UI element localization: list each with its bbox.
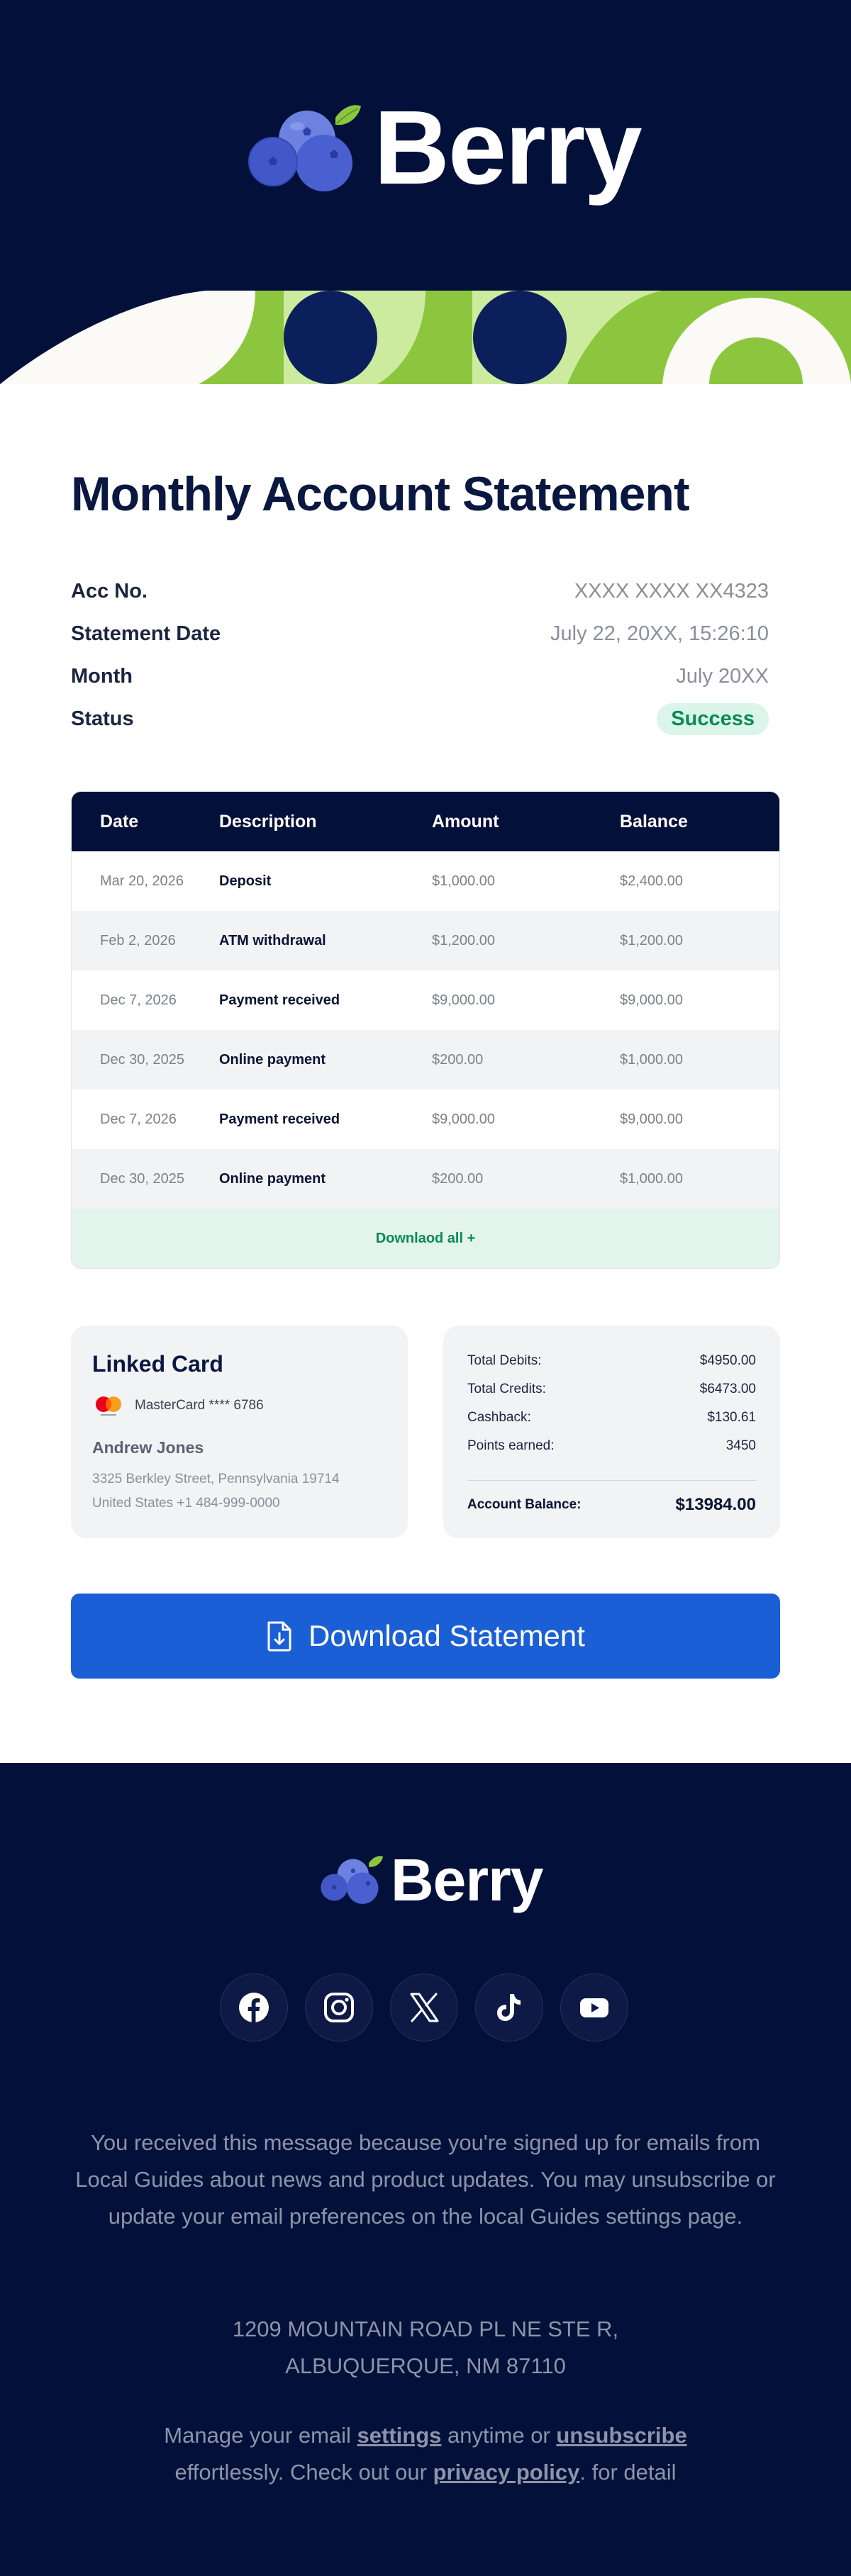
meta-row-date <box>71 612 769 655</box>
facebook-link[interactable] <box>220 1973 288 2042</box>
header-hero <box>0 0 851 384</box>
settings-link[interactable]: settings <box>357 2423 442 2448</box>
youtube-icon <box>578 1991 611 2024</box>
meta-label: Status <box>71 707 134 730</box>
footer-brand[interactable] <box>318 1847 543 1913</box>
account-totals-panel <box>443 1326 780 1538</box>
cell-description: Payment received <box>219 992 340 1008</box>
statement-meta <box>71 570 769 740</box>
instagram-icon <box>323 1991 355 2024</box>
unsubscribe-link[interactable]: unsubscribe <box>556 2423 687 2448</box>
privacy-policy-link[interactable]: privacy policy <box>433 2460 580 2485</box>
linked-card-title: Linked Card <box>92 1351 223 1377</box>
card-number-line <box>92 1394 386 1417</box>
divider <box>467 1480 756 1481</box>
total-value: $4950.00 <box>699 1353 756 1368</box>
cell-balance: $1,000.00 <box>620 1170 683 1187</box>
cell-date: Dec 7, 2026 <box>100 1111 177 1127</box>
x-icon <box>408 1991 440 2024</box>
total-value: 3450 <box>725 1438 756 1453</box>
brand-logo-lockup[interactable] <box>245 89 641 206</box>
x-link[interactable] <box>390 1973 458 2042</box>
table-header <box>72 792 779 851</box>
blueberry-logo-icon <box>318 1853 389 1907</box>
table-row <box>72 970 779 1030</box>
cell-description: Payment received <box>219 1111 340 1127</box>
youtube-link[interactable] <box>560 1973 628 2042</box>
total-row-points <box>467 1432 756 1460</box>
account-balance-label: Account Balance: <box>467 1497 582 1512</box>
total-row-credits <box>467 1375 756 1404</box>
footer <box>0 1763 851 2576</box>
footer-links-line <box>71 2417 780 2454</box>
column-header-balance: Balance <box>620 811 688 831</box>
footer-text: anytime or <box>447 2423 550 2448</box>
total-row-cashback <box>467 1404 756 1432</box>
tiktok-link[interactable] <box>475 1973 543 2042</box>
statement-title: Monthly Account Statement <box>71 467 689 521</box>
table-row <box>72 1090 779 1149</box>
table-row <box>72 911 779 970</box>
cell-balance: $9,000.00 <box>620 1111 683 1127</box>
footer-links <box>71 2417 780 2491</box>
file-download-icon <box>266 1620 293 1652</box>
tiktok-icon <box>493 1991 525 2024</box>
cell-amount: $9,000.00 <box>432 992 495 1008</box>
cell-description: Online payment <box>219 1170 326 1187</box>
meta-row-account <box>71 570 769 612</box>
linked-card-panel <box>71 1326 408 1538</box>
column-header-date: Date <box>100 811 139 831</box>
footer-address <box>71 2311 780 2385</box>
statement-section <box>0 384 851 1763</box>
status-badge: Success <box>657 703 769 735</box>
table-row <box>72 1030 779 1090</box>
mastercard-icon <box>92 1394 125 1417</box>
total-label: Total Debits: <box>467 1353 542 1368</box>
meta-value: XXXX XXXX XX4323 <box>574 579 769 603</box>
meta-row-month <box>71 655 769 698</box>
social-links <box>220 1973 645 2042</box>
cell-description: ATM withdrawal <box>219 932 326 948</box>
facebook-icon <box>238 1991 270 2024</box>
total-label: Cashback: <box>467 1410 531 1425</box>
card-number: MasterCard **** 6786 <box>135 1398 264 1413</box>
meta-value: July 22, 20XX, 15:26:10 <box>550 622 769 645</box>
column-header-amount: Amount <box>432 811 499 831</box>
cell-description: Deposit <box>219 873 272 889</box>
instagram-link[interactable] <box>305 1973 373 2042</box>
blueberry-logo-icon <box>245 102 372 194</box>
download-all-link[interactable]: Downlaod all + <box>72 1209 779 1268</box>
address-line: 3325 Berkley Street, Pennsylvania 19714 <box>92 1472 340 1486</box>
download-statement-button[interactable] <box>71 1594 780 1679</box>
footer-text: Manage your email <box>164 2423 351 2448</box>
total-label: Points earned: <box>467 1438 555 1453</box>
footer-links-line <box>71 2454 780 2491</box>
address-line: 1209 MOUNTAIN ROAD PL NE STE R, <box>232 2317 619 2341</box>
card-holder-address <box>92 1467 386 1516</box>
total-value: $130.61 <box>707 1410 756 1425</box>
cell-amount: $200.00 <box>432 1170 484 1187</box>
cell-date: Dec 30, 2025 <box>100 1170 184 1187</box>
cell-balance: $1,000.00 <box>620 1051 683 1068</box>
cell-amount: $9,000.00 <box>432 1111 495 1127</box>
decorative-pattern <box>0 291 851 384</box>
column-header-description: Description <box>219 811 317 831</box>
footer-text: effortlessly. Check out our <box>174 2460 427 2485</box>
address-line: United States +1 484-999-0000 <box>92 1496 280 1511</box>
table-row <box>72 1149 779 1209</box>
cell-balance: $2,400.00 <box>620 873 683 889</box>
cell-balance: $1,200.00 <box>620 932 683 948</box>
cell-date: Mar 20, 2026 <box>100 873 184 889</box>
card-holder-name: Andrew Jones <box>92 1438 204 1457</box>
cell-amount: $200.00 <box>432 1051 484 1068</box>
meta-label: Acc No. <box>71 579 148 603</box>
footer-brand-name: Berry <box>391 1847 543 1913</box>
brand-name: Berry <box>374 89 641 206</box>
total-label: Total Credits: <box>467 1382 546 1396</box>
transactions-table <box>71 791 780 1269</box>
account-balance-value: $13984.00 <box>675 1495 756 1514</box>
footer-text: . for detail <box>579 2460 677 2485</box>
meta-label: Statement Date <box>71 622 221 645</box>
cell-amount: $1,000.00 <box>432 873 495 889</box>
total-value: $6473.00 <box>699 1382 756 1396</box>
table-row <box>72 851 779 911</box>
total-row-debits <box>467 1347 756 1375</box>
meta-value: July 20XX <box>676 664 769 688</box>
footer-message: You received this message because you're signed up for emails from Local Guides about news and product updates. You may unsubscribe or update your email preferences on the local Guides settings page. <box>75 2130 776 2229</box>
cell-description: Online payment <box>219 1051 326 1068</box>
download-statement-label: Download Statement <box>308 1619 585 1652</box>
cell-date: Dec 7, 2026 <box>100 992 177 1008</box>
cell-date: Dec 30, 2025 <box>100 1051 184 1068</box>
meta-label: Month <box>71 664 133 688</box>
meta-row-status <box>71 698 769 740</box>
account-balance-row <box>467 1495 756 1515</box>
cell-date: Feb 2, 2026 <box>100 932 176 948</box>
cell-amount: $1,200.00 <box>432 932 495 948</box>
cell-balance: $9,000.00 <box>620 992 683 1008</box>
address-line: ALBUQUERQUE, NM 87110 <box>285 2353 566 2378</box>
